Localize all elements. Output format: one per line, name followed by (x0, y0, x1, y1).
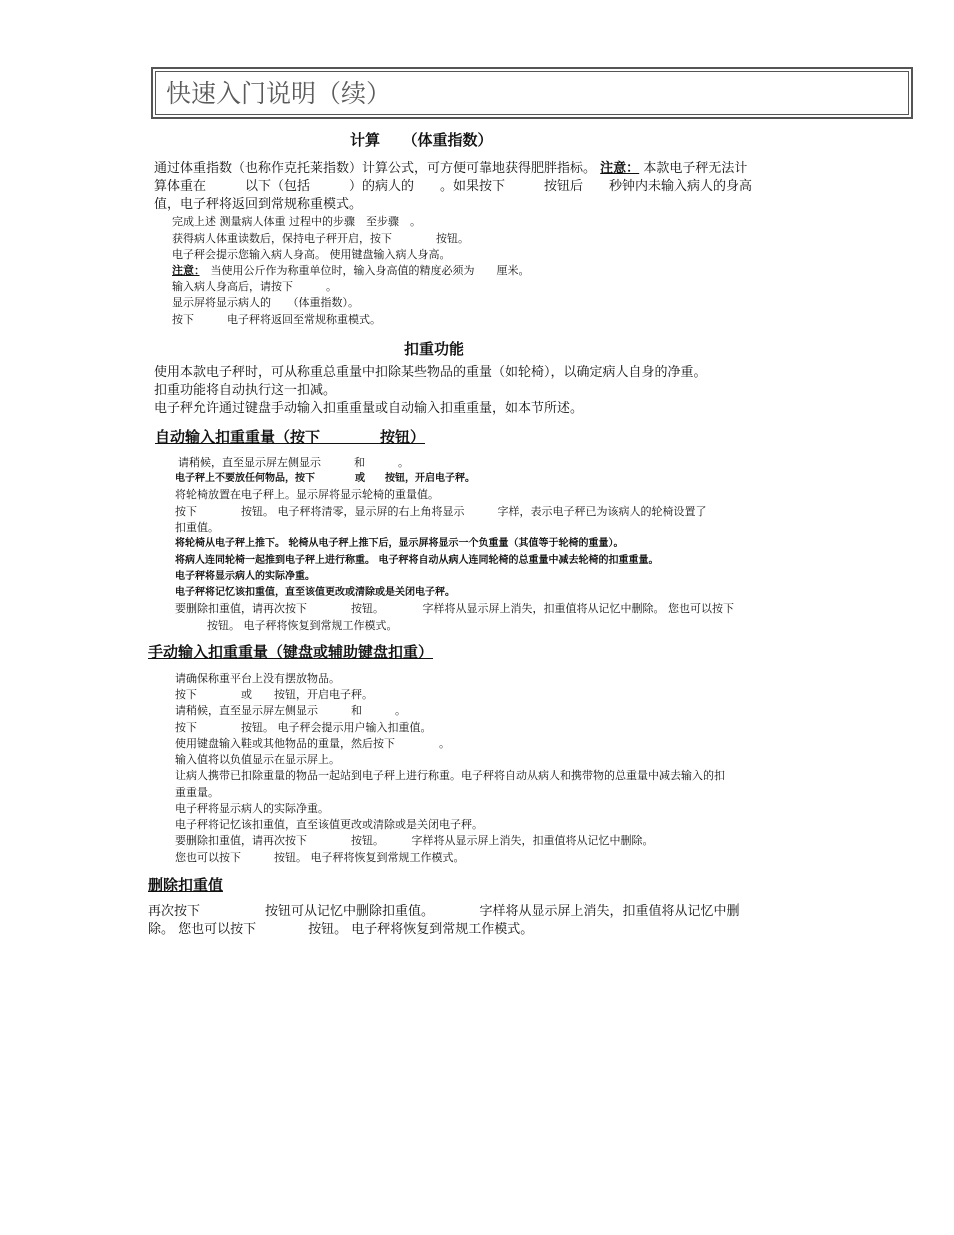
auto-tare-heading: 自动输入扣重重量（按下 按钮） (155, 428, 426, 446)
bmi-step-2: 获得病人体重读数后，保持电子秤开启，按下 按钮。 (172, 232, 469, 245)
manual-tare-line-6: 输入值将以负值显示在显示屏上。 (175, 753, 340, 766)
auto-tare-line-9: 电子秤将记忆该扣重值，直至该值更改或清除或是关闭电子秤。 (175, 587, 455, 598)
page-title: 快速入门说明（续） (155, 71, 909, 115)
bmi-step-3: 电子秤会提示您输入病人身高。 使用键盘输入病人身高。 (172, 248, 451, 261)
manual-tare-line-7: 让病人携带已扣除重量的物品一起站到电子秤上进行称重。电子秤将自动从病人和携带物的总重量中减去输入的扣 (175, 769, 725, 782)
delete-tare-line-1: 再次按下 按钮可从记忆中删除扣重值。 字样将从显示屏上消失，扣重值将从记忆中删 (148, 904, 740, 919)
auto-tare-line-1: 请稍候，直至显示屏左侧显示 和 。 (178, 456, 409, 469)
manual-tare-line-8: 重重量。 (175, 786, 219, 799)
manual-tare-line-11: 要删除扣重值，请再次按下 按钮。 字样将从显示屏上消失，扣重值将从记忆中删除。 (175, 834, 654, 847)
auto-tare-line-10: 要删除扣重值，请再次按下 按钮。 字样将从显示屏上消失，扣重值将从记忆中删除。 您也可以按下 (175, 602, 734, 615)
manual-tare-heading: 手动输入扣重重量（键盘或辅助键盘扣重） (148, 643, 434, 661)
manual-tare-line-5: 使用键盘输入鞋或其他物品的重量，然后按下 。 (175, 737, 450, 750)
manual-tare-line-4: 按下 按钮。 电子秤会提示用户输入扣重值。 (175, 721, 432, 734)
bmi-intro-line-3: 值，电子秤将返回到常规称重模式。 (154, 197, 363, 212)
delete-tare-heading: 删除扣重值 (148, 876, 224, 894)
auto-tare-line-2: 电子秤上不要放任何物品，按下 或 按钮，开启电子秤。 (175, 473, 475, 484)
manual-tare-line-2: 按下 或 按钮，开启电子秤。 (175, 688, 373, 701)
manual-tare-line-1: 请确保称重平台上没有摆放物品。 (175, 672, 340, 685)
manual-tare-line-3: 请稍候，直至显示屏左侧显示 和 。 (175, 704, 406, 717)
manual-tare-line-10: 电子秤将记忆该扣重值，直至该值更改或清除或是关闭电子秤。 (175, 818, 483, 831)
tare-intro-1: 使用本款电子秤时，可从称重总重量中扣除某些物品的重量（如轮椅），以确定病人自身的净重。 (154, 365, 707, 380)
tare-intro-2: 扣重功能将自动执行这一扣减。 (154, 383, 337, 398)
bmi-intro-line-1: 通过体重指数（也称作克托莱指数）计算公式，可方便可靠地获得肥胖指标。 注意： 本款电子秤无法计 (154, 161, 748, 176)
bmi-step-1: 完成上述 测量病人体重 过程中的步骤 至步骤 。 (172, 215, 421, 228)
bmi-step-7: 按下 电子秤将返回至常规称重模式。 (172, 313, 381, 326)
auto-tare-line-3: 将轮椅放置在电子秤上。显示屏将显示轮椅的重量值。 (175, 488, 439, 501)
manual-tare-line-9: 电子秤将显示病人的实际净重。 (175, 802, 329, 815)
bmi-step-4: 注意： 当使用公斤作为称重单位时，输入身高值的精度必须为 厘米。 (172, 264, 530, 277)
auto-tare-line-11: 按钮。 电子秤将恢复到常规工作模式。 (207, 619, 398, 632)
bmi-heading: 计算 （体重指数） (350, 131, 493, 149)
tare-heading: 扣重功能 (404, 340, 465, 358)
title-box (151, 67, 913, 119)
bmi-step-5: 输入病人身高后，请按下 。 (172, 280, 337, 293)
delete-tare-line-2: 除。 您也可以按下 按钮。 电子秤将恢复到常规工作模式。 (148, 922, 534, 937)
bmi-intro-line-2: 算体重在 以下（包括 ）的病人的 。如果按下 按钮后 秒钟内未输入病人的身高 (154, 179, 753, 194)
tare-intro-3: 电子秤允许通过键盘手动输入扣重重量或自动输入扣重重量，如本节所述。 (154, 401, 584, 416)
bmi-step-6: 显示屏将显示病人的 （体重指数）。 (172, 296, 359, 309)
auto-tare-line-4: 按下 按钮。 电子秤将清零，显示屏的右上角将显示 字样，表示电子秤已为该病人的轮椅设置了 (175, 505, 707, 518)
auto-tare-line-5: 扣重值。 (175, 521, 219, 534)
manual-tare-line-12: 您也可以按下 按钮。 电子秤将恢复到常规工作模式。 (175, 851, 465, 864)
auto-tare-line-7: 将病人连同轮椅一起推到电子秤上进行称重。 电子秤将自动从病人连同轮椅的总重量中减去轮椅的扣重重量。 (175, 555, 659, 566)
auto-tare-line-6: 将轮椅从电子秤上推下。 轮椅从电子秤上推下后，显示屏将显示一个负重量（其值等于轮椅的重量）。 (175, 538, 624, 549)
auto-tare-line-8: 电子秤将显示病人的实际净重。 (175, 571, 315, 582)
